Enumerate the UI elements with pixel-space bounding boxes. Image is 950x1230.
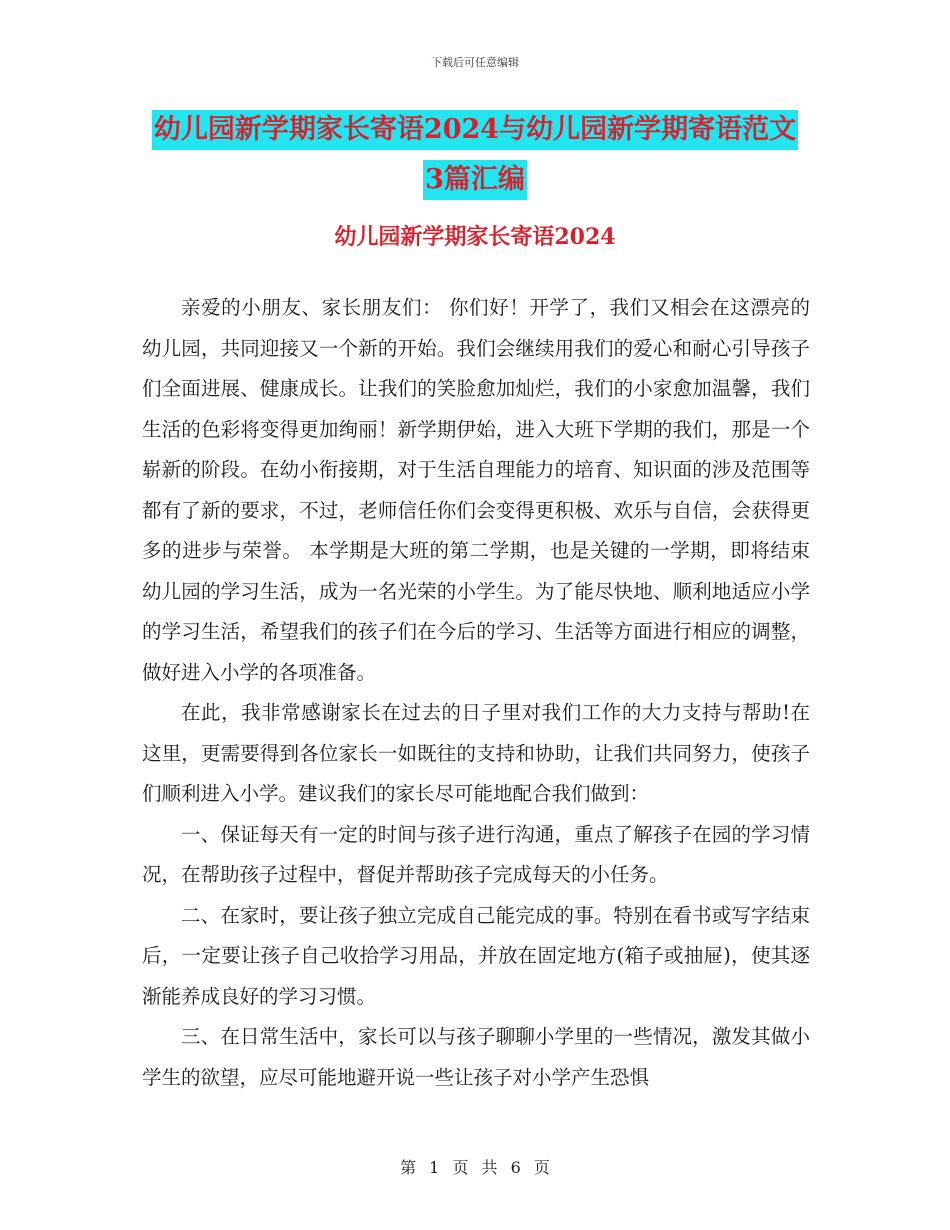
paragraph-5: 三、在日常生活中，家长可以与孩子聊聊小学里的一些情况，激发其做小学生的欲望，应尽可能地避开说一些让孩子对小学产生恐惧 bbox=[142, 1025, 810, 1089]
section-title: 幼儿园新学期家长寄语2024 bbox=[334, 224, 616, 250]
header-note: 下载后可任意编辑 bbox=[431, 56, 519, 69]
document-body bbox=[142, 288, 810, 1098]
page-footer: 第 1 页 共 6 页 bbox=[400, 1158, 550, 1177]
title-line-2: 3篇汇编 bbox=[423, 160, 527, 200]
title-line-1: 幼儿园新学期家长寄语2024与幼儿园新学期寄语范文 bbox=[152, 110, 798, 150]
paragraph-4: 二、在家时，要让孩子独立完成自己能完成的事。特别在看书或写字结束后，一定要让孩子自己收拾学习用品，并放在固定地方(箱子或抽屉)，使其逐渐能养成良好的学习习惯。 bbox=[142, 903, 810, 1008]
document-title bbox=[140, 110, 810, 210]
paragraph-1: 亲爱的小朋友、家长朋友们： 你们好！开学了，我们又相会在这漂亮的幼儿园，共同迎接又一个新的开始。我们会继续用我们的爱心和耐心引导孩子们全面进展、健康成长。让我们的笑脸愈加灿烂，我们的小家愈加温馨，我们生活的色彩将变得更加绚丽！新学期伊始，进入大班下学期的我们，那是一个崭新的阶段。在幼小衔接期，对于生活自理能力的培育、知识面的涉及范围等都有了新的要求，不过，老师信任你们会变得更积极、欢乐与自信，会获得更多的进步与荣誉。 本学期是大班的第二学期，也是关键的一学期，即将结束幼儿园的学习生活，成为一名光荣的小学生。为了能尽快地、顺利地适应小学的学习生活，希望我们的孩子们在今后的学习、生活等方面进行相应的调整，做好进入小学的各项准备。 bbox=[142, 296, 810, 684]
paragraph-3: 一、保证每天有一定的时间与孩子进行沟通，重点了解孩子在园的学习情况，在帮助孩子过程中，督促并帮助孩子完成每天的小任务。 bbox=[142, 822, 810, 886]
paragraph-2: 在此，我非常感谢家长在过去的日子里对我们工作的大力支持与帮助!在这里，更需要得到各位家长一如既往的支持和协助，让我们共同努力，使孩子们顺利进入小学。建议我们的家长尽可能地配合我们做到： bbox=[142, 701, 810, 805]
